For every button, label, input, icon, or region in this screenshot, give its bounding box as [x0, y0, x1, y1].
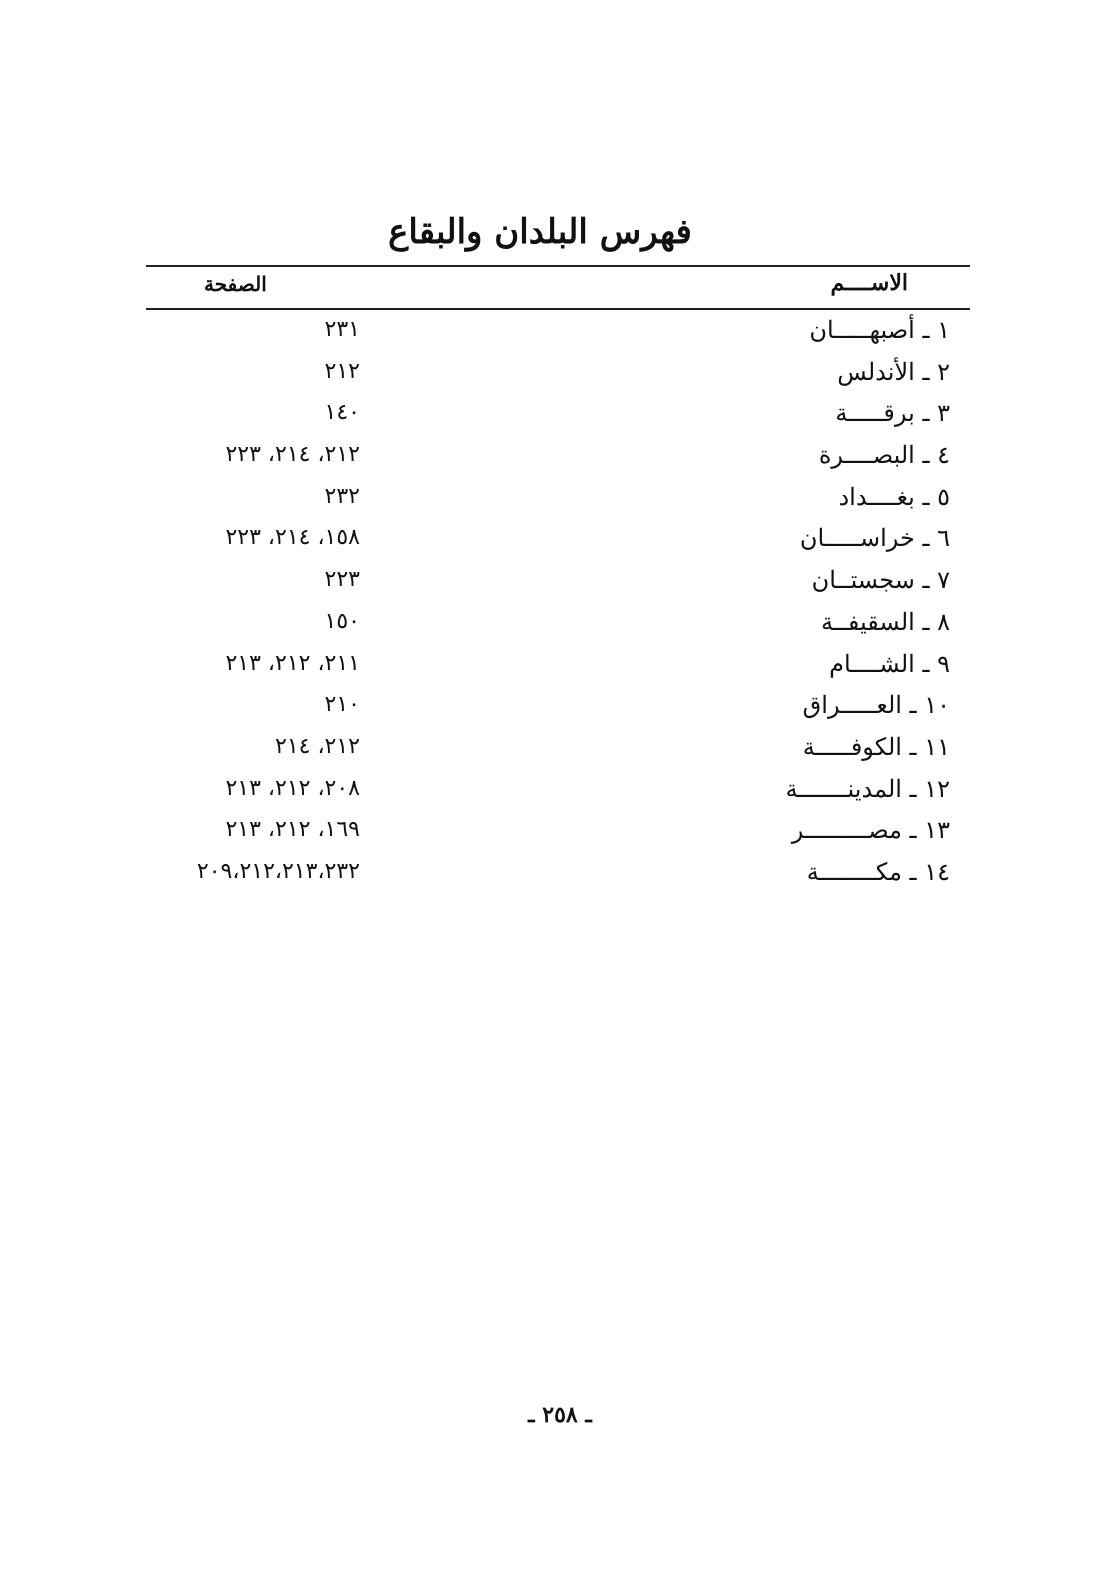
- page-references: ٢٢٣: [324, 567, 360, 593]
- place-name: ٤ ـ البصــــرة: [818, 441, 950, 470]
- page-references: ٢٣١: [324, 317, 360, 342]
- table-row: [146, 564, 970, 606]
- table-row: [146, 481, 970, 523]
- table-row: [146, 856, 970, 898]
- place-name: ٨ ـ السقيفــة: [820, 607, 950, 636]
- column-header-name: الاســــم: [830, 270, 908, 296]
- table-row: [146, 314, 970, 356]
- page-references: ٢٠٨، ٢١٢، ٢١٣: [225, 775, 360, 801]
- place-name: ١١ ـ الكوفـــــة: [802, 732, 950, 761]
- table-row: [146, 689, 970, 731]
- page-references: ٢١٢، ٢١٤، ٢٢٣: [225, 442, 360, 468]
- place-name: ١٤ ـ مكــــــــة: [806, 857, 950, 886]
- page-references: ١٤٠: [324, 400, 360, 426]
- table-row: [146, 356, 970, 398]
- page-references: ٢٠٩،٢١٢،٢١٣،٢٣٢: [196, 858, 360, 884]
- page-number: ـ ٢٥٨ ـ: [528, 1402, 592, 1428]
- place-name: ٧ ـ سجستــان: [811, 566, 950, 595]
- place-name: ١٢ ـ المدينـــــــة: [785, 774, 950, 803]
- header-bottom-rule: [146, 308, 970, 310]
- column-header-page: الصفحة: [204, 272, 267, 296]
- table-row: [146, 606, 970, 648]
- table-row: [146, 648, 970, 690]
- table-row: [146, 814, 970, 856]
- page-references: ١٦٩، ٢١٢، ٢١٣: [225, 817, 360, 843]
- page-references: ٢١٢، ٢١٤: [275, 733, 360, 759]
- table-row: [146, 731, 970, 773]
- place-name: ٩ ـ الشــــام: [829, 649, 950, 678]
- header-top-rule: [146, 265, 970, 267]
- place-name: ٢ ـ الأندلس: [837, 357, 950, 386]
- page-references: ٢٣٢: [324, 483, 360, 509]
- page-references: ٢١١، ٢١٢، ٢١٣: [225, 650, 360, 676]
- table-row: [146, 773, 970, 815]
- place-name: ٥ ـ بغــــداد: [838, 482, 950, 511]
- place-name: ٣ ـ برقـــــة: [835, 399, 950, 428]
- index-table: [146, 314, 970, 898]
- table-row: [146, 439, 970, 481]
- page-title: فهرس البلدان والبقاع: [388, 212, 692, 252]
- page-references: ١٥٠: [324, 608, 360, 634]
- place-name: ١٣ ـ مصـــــــــر: [791, 816, 950, 845]
- page-references: ٢١٠: [324, 692, 360, 718]
- page-references: ١٥٨، ٢١٤، ٢٢٣: [225, 525, 360, 551]
- place-name: ١٠ ـ العـــــراق: [802, 691, 950, 720]
- place-name: ١ ـ أصبهـــــان: [809, 316, 950, 344]
- table-row: [146, 397, 970, 439]
- page-references: ٢١٢: [324, 358, 360, 384]
- table-row: [146, 522, 970, 564]
- place-name: ٦ ـ خراســـــان: [799, 524, 950, 553]
